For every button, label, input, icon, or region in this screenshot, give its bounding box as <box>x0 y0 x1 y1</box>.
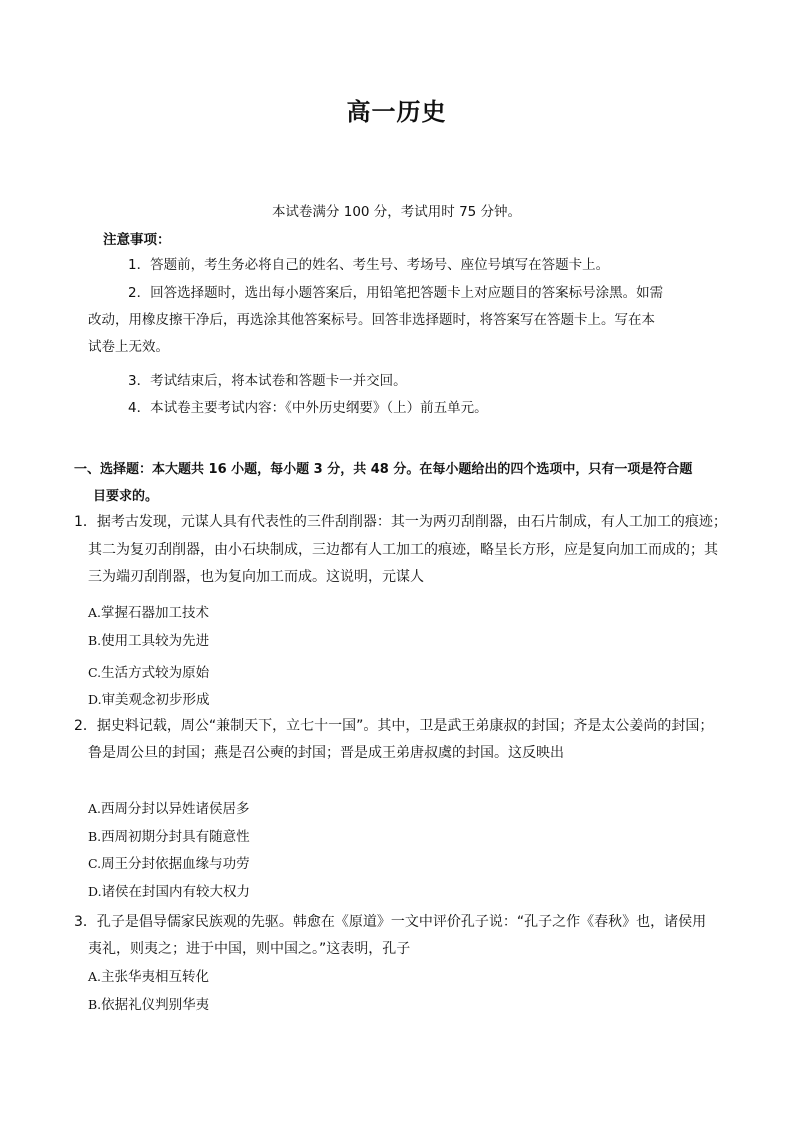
q2-stem-line-2: 鲁是周公旦的封国；燕是召公奭的封国；晋是成王弟唐叔虞的封国。这反映出 <box>88 745 564 761</box>
notice-item-1: 1．答题前，考生务必将自己的姓名、考生号、考场号、座位号填写在答题卡上。 <box>128 257 610 273</box>
page-title: 高一历史 <box>346 97 447 126</box>
exam-intro: 本试卷满分 100 分，考试用时 75 分钟。 <box>271 204 522 220</box>
q2-stem-line-1: 2．据史料记载，周公“兼制天下，立七十一国”。其中，卫是武王弟康叔的封国；齐是太公姜尚的封国； <box>74 718 714 734</box>
q3-stem-line-2: 夷礼，则夷之；进于中国，则中国之。”这表明，孔子 <box>88 941 411 957</box>
section-heading-line-2: 目要求的。 <box>93 489 159 504</box>
q1-stem-line-2: 其二为复刃刮削器，由小石块制成，三边都有人工加工的痕迹，略呈长方形，应是复向加工而成的；其 <box>88 542 718 558</box>
q2-option-d: D.诸侯在封国内有较大权力 <box>88 884 251 900</box>
q2-option-c: C.周王分封依据血缘与功劳 <box>88 856 250 872</box>
q2-option-a: A.西周分封以异姓诸侯居多 <box>88 801 250 817</box>
section-heading-line-1: 一、选择题：本大题共 16 小题，每小题 3 分，共 48 分。在每小题给出的四个选项中，只有一项是符合题 <box>74 462 693 477</box>
q1-stem-line-3: 三为端刃刮削器，也为复向加工而成。这说明，元谋人 <box>88 569 424 585</box>
notice-item-2-line-2: 改动，用橡皮擦干净后，再选涂其他答案标号。回答非选择题时，将答案写在答题卡上。写在本 <box>88 312 655 328</box>
notice-heading: 注意事项： <box>103 232 171 248</box>
notice-item-2-line-3: 试卷上无效。 <box>88 339 169 355</box>
q1-option-a: A.掌握石器加工技术 <box>88 605 210 621</box>
q2-option-b: B.西周初期分封具有随意性 <box>88 829 250 845</box>
q3-option-b: B.依据礼仪判别华夷 <box>88 997 210 1013</box>
q3-stem-line-1: 3．孔子是倡导儒家民族观的先驱。韩愈在《原道》一文中评价孔子说：“孔子之作《春秋》也，诸侯用 <box>74 914 707 930</box>
notice-item-4: 4．本试卷主要考试内容：《中外历史纲要》（上）前五单元。 <box>128 400 488 416</box>
q1-option-b: B.使用工具较为先进 <box>88 633 210 649</box>
q1-option-c: C.生活方式较为原始 <box>88 665 210 681</box>
notice-item-2-line-1: 2．回答选择题时，选出每小题答案后，用铅笔把答题卡上对应题目的答案标号涂黑。如需 <box>128 285 664 301</box>
q1-option-d: D.审美观念初步形成 <box>88 692 210 708</box>
q1-stem-line-1: 1．据考古发现，元谋人具有代表性的三件刮削器：其一为两刃刮削器，由石片制成，有人工加工的痕迹； <box>74 514 727 530</box>
notice-item-3: 3．考试结束后，将本试卷和答题卡一并交回。 <box>128 373 407 389</box>
q3-option-a: A.主张华夷相互转化 <box>88 969 210 985</box>
